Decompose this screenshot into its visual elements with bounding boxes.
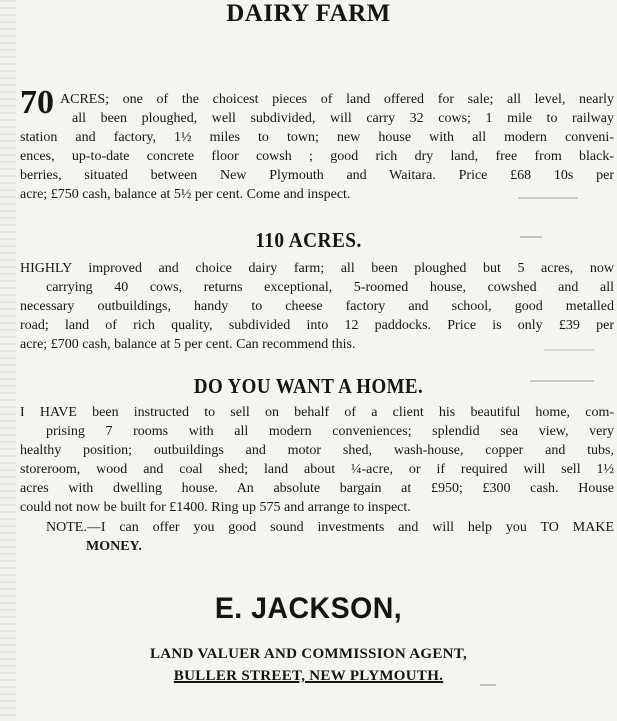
scan-noise-mark — [544, 349, 594, 351]
scan-noise-mark — [530, 380, 594, 382]
ad1-line: all been ploughed, well subdivided, will carry 32 cows; 1 mile to railway — [72, 111, 614, 126]
ad1-line: station and factory, 1½ miles to town; new house with all modern conveni- — [20, 130, 614, 145]
ad3-line: I HAVE been instructed to sell on behalf of a client his beautiful home, com- — [20, 405, 614, 420]
scan-noise-mark — [518, 197, 578, 199]
agent-title: LAND VALUER AND COMMISSION AGENT, — [149, 646, 468, 662]
scan-edge-shadow — [0, 0, 16, 721]
agent-address: BULLER STREET, NEW PLYMOUTH. — [173, 668, 444, 684]
ad3-body — [20, 403, 614, 517]
ad1-acre-number: 70 — [20, 84, 54, 121]
ad2-line: road; land of rich quality, subdivided into 12 paddocks. Price is only £39 per — [20, 318, 614, 333]
ad2-body — [20, 259, 614, 354]
ad1-line: acre; £750 cash, balance at 5½ per cent. Come and inspect. — [20, 187, 351, 202]
ad3-heading: DO YOU WANT A HOME. — [193, 374, 424, 398]
agent-name: E. JACKSON, — [214, 592, 403, 625]
ad3-line: storeroom, wood and coal shed; land about ¼-acre, or if required will sell 1½ — [20, 462, 614, 477]
note-line: MONEY. — [86, 539, 142, 554]
ad3-line: acres with dwelling house. An absolute bargain at £950; £300 cash. House — [20, 481, 614, 496]
ad3-line: healthy position; outbuildings and motor shed, wash-house, copper and tubs, — [20, 443, 614, 458]
ad1-line: ences, up-to-date concrete floor cowsh ; good rich dry land, free from black- — [20, 149, 614, 164]
ad1-line: ACRES; one of the choicest pieces of land offered for sale; all level, nearly — [60, 92, 614, 107]
note-line: NOTE.—I can offer you good sound investments and will help you TO MAKE — [46, 520, 614, 535]
ad2-heading: 110 ACRES. — [255, 228, 362, 252]
scan-noise-mark — [520, 236, 542, 238]
ad3-line: could not now be built for £1400. Ring up 575 and arrange to inspect. — [20, 500, 411, 515]
note-paragraph — [20, 518, 614, 556]
ad1-body — [20, 90, 614, 204]
ad2-line: HIGHLY improved and choice dairy farm; all been ploughed but 5 acres, now — [20, 261, 614, 276]
ad2-line: necessary outbuildings, handy to cheese factory and school, good metalled — [20, 299, 614, 314]
ad1-line: berries, situated between New Plymouth and Waitara. Price £68 10s per — [20, 168, 614, 183]
ad3-line: prising 7 rooms with all modern conveniences; splendid sea view, very — [46, 424, 614, 439]
main-heading: DAIRY FARM — [226, 0, 391, 27]
ad2-line: acre; £700 cash, balance at 5 per cent. Can recommend this. — [20, 337, 356, 352]
ad2-line: carrying 40 cows, returns exceptional, 5-roomed house, cowshed and all — [46, 280, 614, 295]
scan-noise-mark — [480, 684, 496, 686]
